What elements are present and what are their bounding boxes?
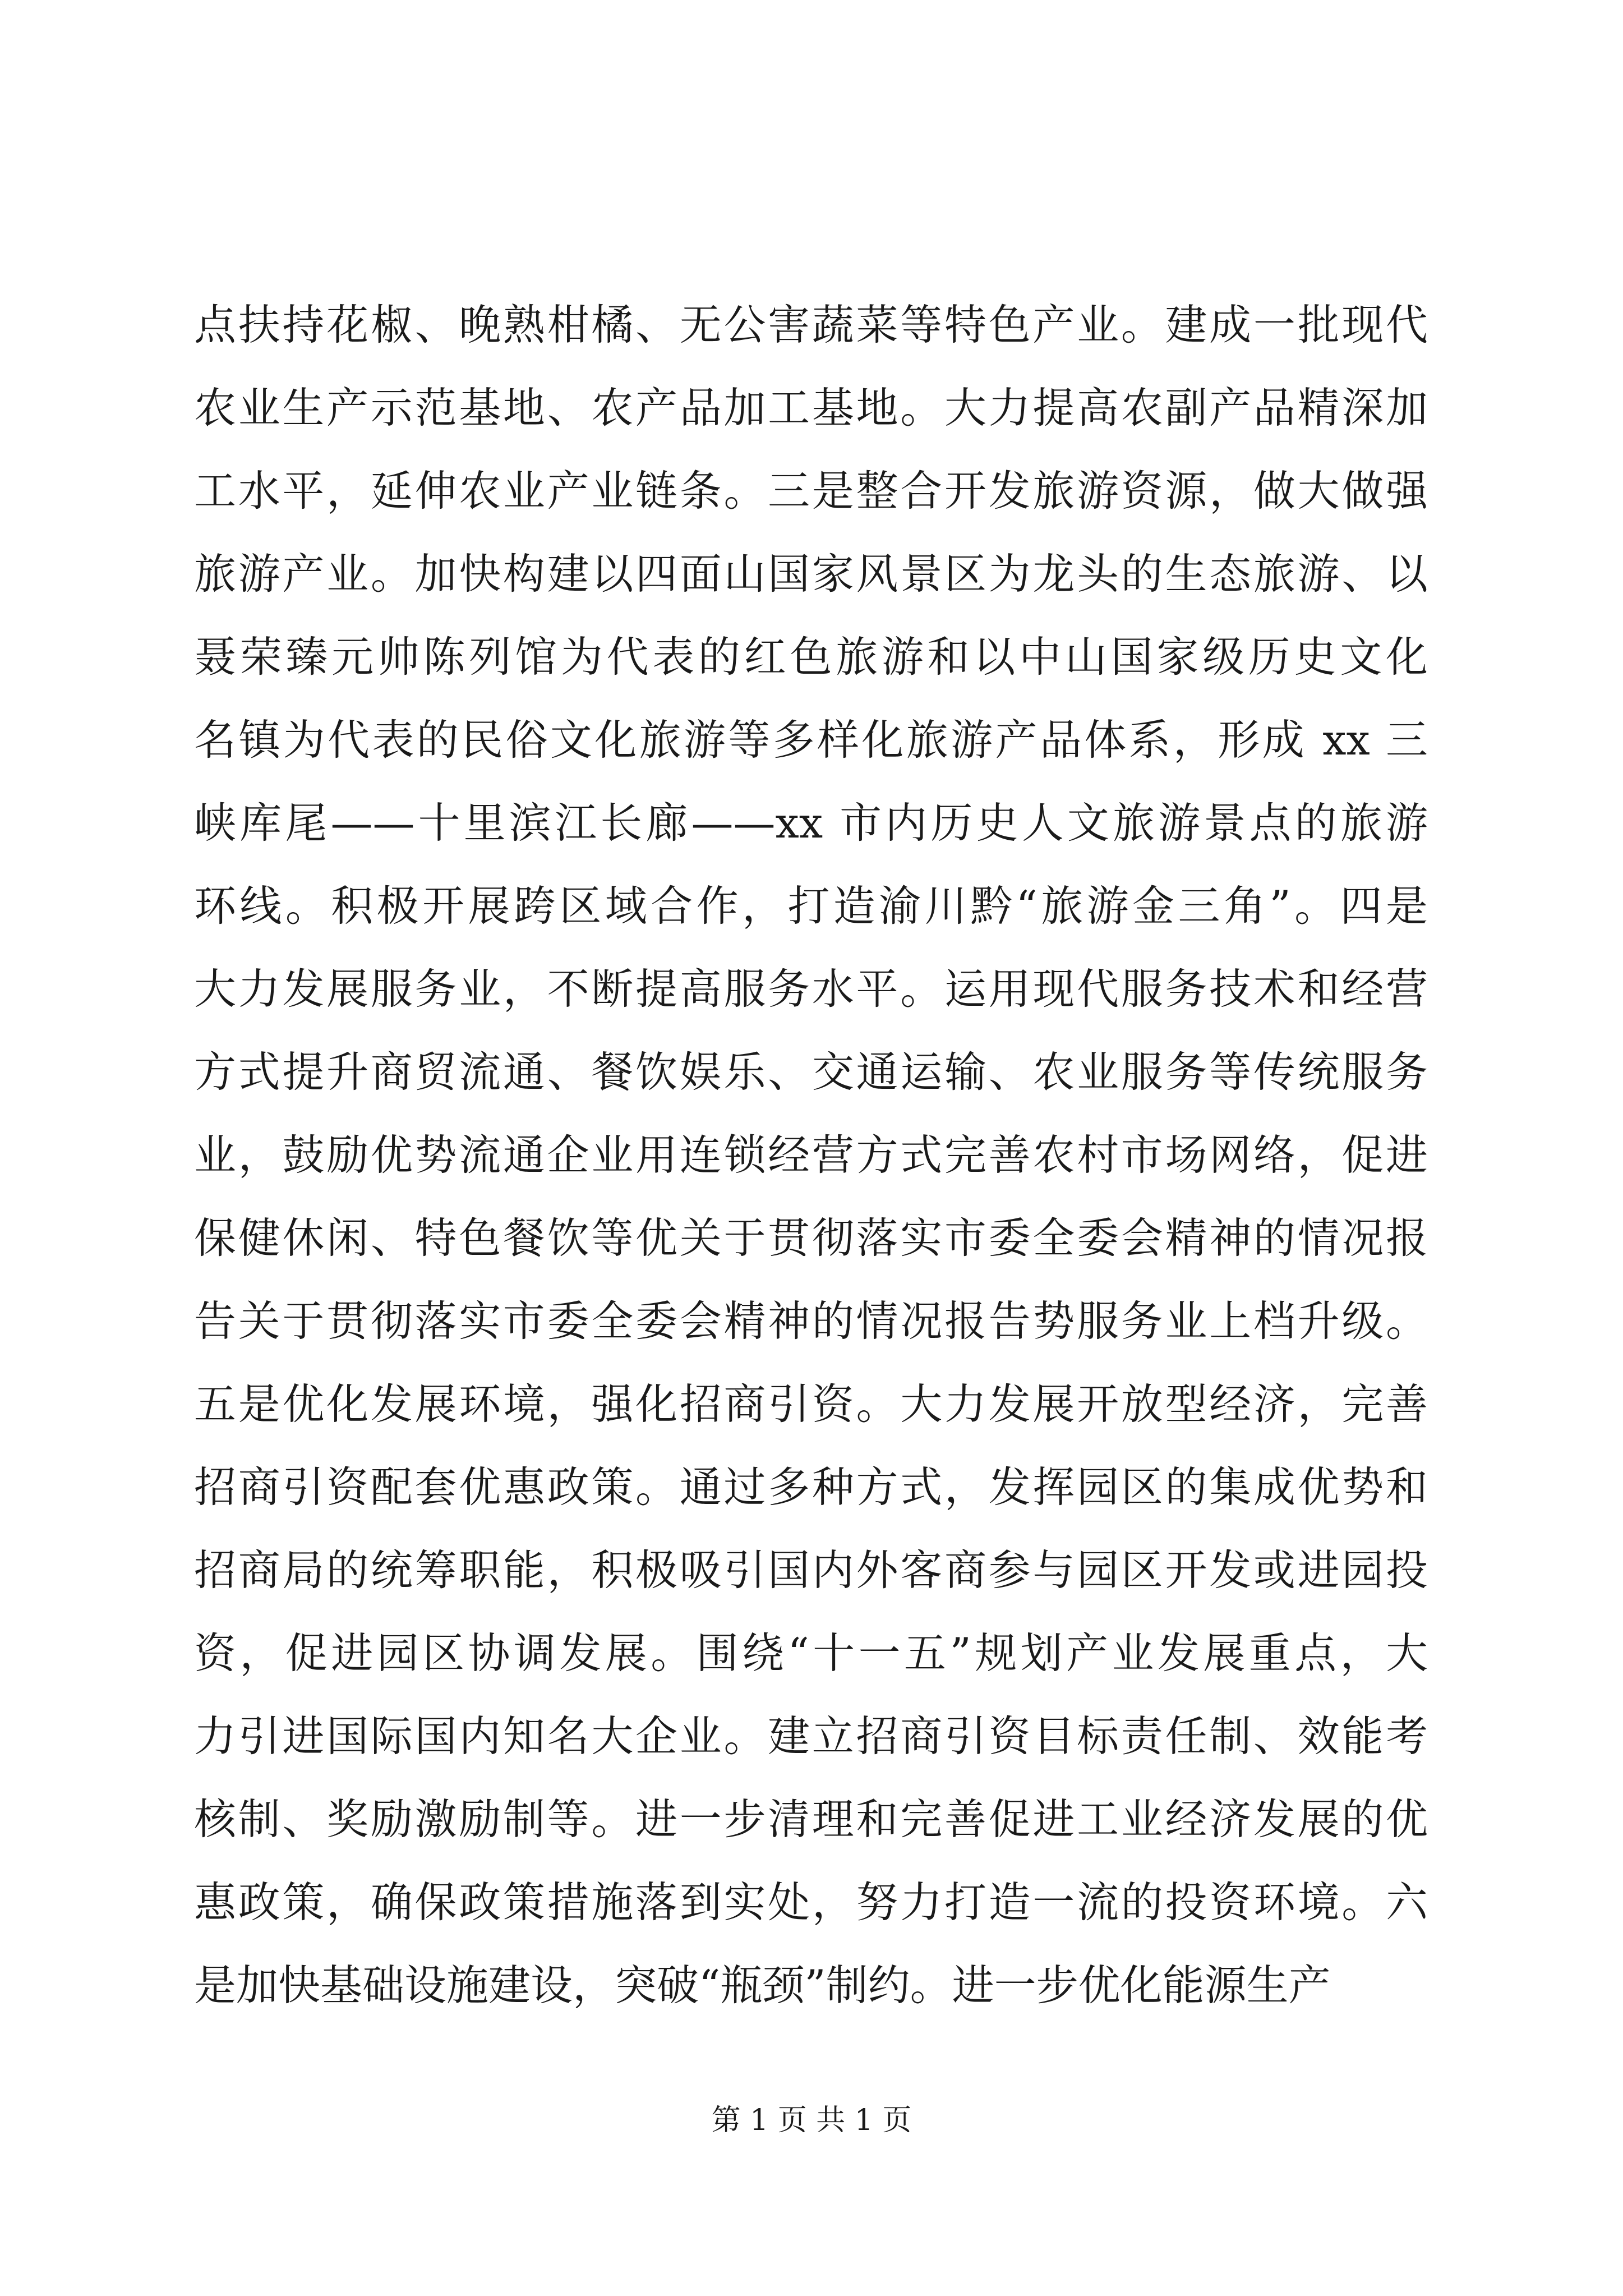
text-line: 峡库尾——十里滨江长廊——xx 市内历史人文旅游景点的旅游 <box>194 798 1428 848</box>
text-line: 力引进国际国内知名大企业。建立招商引资目标责任制、效能考 <box>194 1711 1428 1761</box>
text-line: 五是优化发展环境，强化招商引资。大力发展开放型经济，完善 <box>194 1379 1428 1429</box>
text-line: 农业生产示范基地、农产品加工基地。大力提高农副产品精深加 <box>194 383 1428 432</box>
body-text <box>194 283 1428 2027</box>
text-line: 方式提升商贸流通、餐饮娱乐、交通运输、农业服务等传统服务 <box>194 1047 1428 1097</box>
text-line: 告关于贯彻落实市委全委会精神的情况报告势服务业上档升级。 <box>194 1296 1428 1346</box>
text-line: 业，鼓励优势流通企业用连锁经营方式完善农村市场网络，促进 <box>194 1130 1428 1180</box>
text-line: 大力发展服务业，不断提高服务水平。运用现代服务技术和经营 <box>194 964 1428 1014</box>
text-line: 环线。积极开展跨区域合作，打造渝川黔“旅游金三角”。四是 <box>194 881 1428 931</box>
text-line: 旅游产业。加快构建以四面山国家风景区为龙头的生态旅游、以 <box>194 549 1428 599</box>
text-line: 保健休闲、特色餐饮等优关于贯彻落实市委全委会精神的情况报 <box>194 1213 1428 1263</box>
text-line: 是加快基础设施建设，突破“瓶颈”制约。进一步优化能源生产 <box>194 1961 1331 2010</box>
text-line: 工水平，延伸农业产业链条。三是整合开发旅游资源，做大做强 <box>194 466 1428 516</box>
text-line: 核制、奖励激励制等。进一步清理和完善促进工业经济发展的优 <box>194 1795 1428 1844</box>
page-number-footer: 第 1 页 共 1 页 <box>711 2104 912 2137</box>
text-line: 名镇为代表的民俗文化旅游等多样化旅游产品体系，形成 xx 三 <box>194 715 1428 765</box>
text-line: 点扶持花椒、晚熟柑橘、无公害蔬菜等特色产业。建成一批现代 <box>194 300 1428 349</box>
text-line: 资，促进园区协调发展。围绕“十一五”规划产业发展重点，大 <box>194 1628 1428 1678</box>
text-line: 聂荣臻元帅陈列馆为代表的红色旅游和以中山国家级历史文化 <box>194 632 1428 682</box>
text-line: 招商引资配套优惠政策。通过多种方式，发挥园区的集成优势和 <box>194 1462 1428 1512</box>
text-line: 招商局的统筹职能，积极吸引国内外客商参与园区开发或进园投 <box>194 1545 1428 1595</box>
text-line: 惠政策，确保政策措施落到实处，努力打造一流的投资环境。六 <box>194 1878 1428 1927</box>
